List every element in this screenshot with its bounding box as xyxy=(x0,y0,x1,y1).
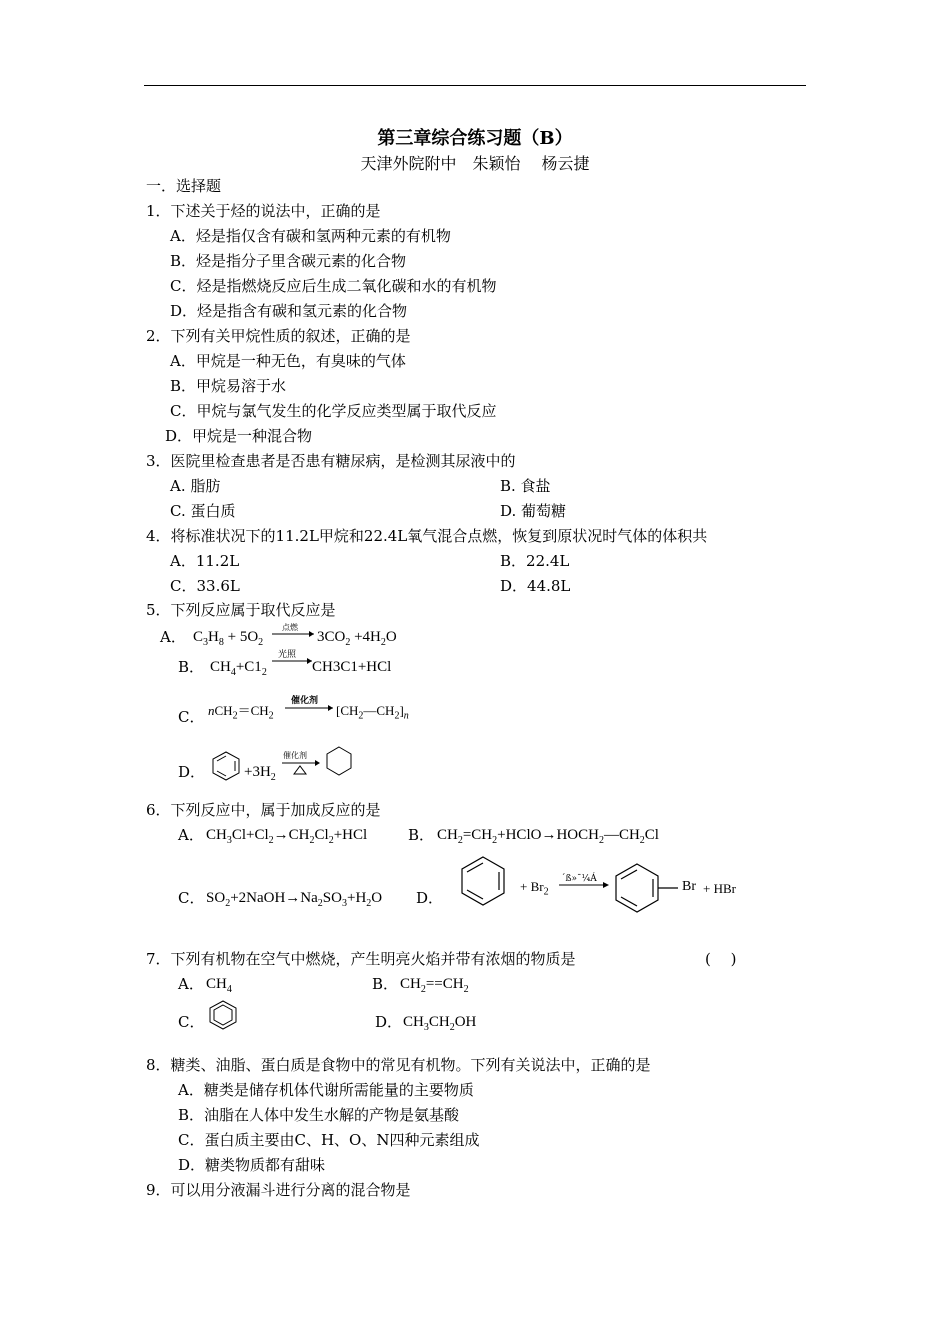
q5-option-a-equation: $C_3H_8 + 5O_2$ xyxy=(193,629,264,648)
q6-option-b-equation: $CH_2=CH_2+HClO\to HOCH_2—CH_2Cl$ xyxy=(437,827,659,846)
q2-option-a: A．甲烷是一种无色，有臭味的气体 xyxy=(170,352,406,370)
q4-stem: 4．将标准状况下的11.2L甲烷和22.4L氧气混合点燃，恢复到原状况时气体的体积共 xyxy=(146,527,708,545)
q1-option-d: D．烃是指含有碳和氢元素的化合物 xyxy=(170,302,408,320)
q3-option-d: D. 葡萄糖 xyxy=(500,502,567,520)
q6-d-condition: ´ß»¯¼Á xyxy=(561,874,597,884)
q5-d-arrow xyxy=(280,750,324,780)
q8-option-d: D．糖类物质都有甜味 xyxy=(178,1156,326,1174)
q7-option-b-label: B． xyxy=(372,975,399,993)
q1-option-b: B．烃是指分子里含碳元素的化合物 xyxy=(170,252,407,270)
q1-option-c: C．烃是指燃烧反应后生成二氧化碳和水的有机物 xyxy=(170,277,497,295)
section-heading: 一．选择题 xyxy=(146,177,222,195)
q6-option-a-equation: $CH_3Cl+Cl_2\to CH_2Cl_2+HCl$ xyxy=(206,827,368,846)
q5-option-d-hydrogen: $+3H_2$ xyxy=(244,764,276,783)
q6-option-d-reagent: + $Br_2$ xyxy=(520,879,549,898)
q7-option-a-label: A． xyxy=(178,975,204,993)
q1-option-a: A．烃是指仅含有碳和氢两种元素的有机物 xyxy=(170,227,451,245)
q5-option-c-label: C． xyxy=(178,708,205,726)
q5-c-condition: 催化剂 xyxy=(291,696,319,706)
q5-a-condition: 点燃 xyxy=(282,623,298,632)
q6-d-arrow xyxy=(557,872,613,890)
cyclohexane-ring-icon xyxy=(325,746,353,776)
q2-option-d: D．甲烷是一种混合物 xyxy=(165,427,313,445)
q6-option-a-label: A． xyxy=(178,826,204,844)
q2-stem: 2．下列有关甲烷性质的叙述，正确的是 xyxy=(146,327,411,345)
q5-option-b-label: B． xyxy=(178,658,205,676)
authors-line: 天津外院附中 朱颖怡 杨云捷 xyxy=(360,154,590,173)
q9-stem: 9．可以用分液漏斗进行分离的混合物是 xyxy=(146,1181,411,1199)
q3-option-a: A. 脂肪 xyxy=(170,477,221,495)
q5-option-b-equation: $CH_4+C1_2$ xyxy=(210,659,267,678)
q4-option-c: C．33.6L xyxy=(170,577,240,595)
header-rule xyxy=(144,85,806,86)
q6-option-d-hbr: + HBr xyxy=(703,881,736,896)
benzene-ring-icon xyxy=(458,855,508,905)
benzene-ring-icon xyxy=(210,750,242,780)
q7-answer-paren: ( ) xyxy=(705,950,737,968)
q4-option-d: D．44.8L xyxy=(500,577,571,595)
q5-b-arrow xyxy=(270,648,318,668)
bromobenzene-ring-icon xyxy=(612,862,682,912)
q6-option-b-label: B． xyxy=(408,826,435,844)
q6-option-c-equation: $SO_2+2NaOH\to Na_2SO_3+H_2O$ xyxy=(206,890,383,909)
q1-stem: 1．下述关于烃的说法中，正确的是 xyxy=(146,202,381,220)
q7-option-d-formula: $CH_3CH_2OH$ xyxy=(403,1014,477,1033)
q7-option-a-formula: $CH_4$ xyxy=(206,976,232,995)
q8-option-b: B．油脂在人体中发生水解的产物是氨基酸 xyxy=(178,1106,460,1124)
q7-option-b-formula: $CH_2==CH_2$ xyxy=(400,976,469,995)
q6-option-d-label: D． xyxy=(416,889,444,907)
benzene-ring-icon xyxy=(208,1000,238,1030)
q5-a-arrow xyxy=(270,622,318,642)
q8-option-a: A．糖类是储存机体代谢所需能量的主要物质 xyxy=(178,1081,474,1099)
q2-option-b: B．甲烷易溶于水 xyxy=(170,377,287,395)
q5-option-a-products: $3CO_2 +4H_2O$ xyxy=(317,629,397,648)
q4-option-b: B．22.4L xyxy=(500,552,570,570)
q5-option-d-label: D． xyxy=(178,763,206,781)
q3-option-b: B. 食盐 xyxy=(500,477,551,495)
q7-option-d-label: D． xyxy=(375,1013,403,1031)
q5-stem: 5．下列反应属于取代反应是 xyxy=(146,601,336,619)
q5-option-b-products: CH3C1+HCl xyxy=(312,659,392,675)
q7-stem: 7．下列有机物在空气中燃烧，产生明亮火焰并带有浓烟的物质是 xyxy=(146,950,576,968)
q3-option-c: C. 蛋白质 xyxy=(170,502,236,520)
q6-option-c-label: C． xyxy=(178,889,205,907)
q5-d-condition: 催化剂 xyxy=(283,751,307,760)
q7-option-c-label: C． xyxy=(178,1013,205,1031)
q8-option-c: C．蛋白质主要由C、H、O、N四种元素组成 xyxy=(178,1131,480,1149)
page-title: 第三章综合练习题（B） xyxy=(377,128,573,149)
q8-stem: 8．糖类、油脂、蛋白质是食物中的常见有机物。下列有关说法中，正确的是 xyxy=(146,1056,651,1074)
q6-stem: 6．下列反应中，属于加成反应的是 xyxy=(146,801,381,819)
q6-option-d-product: Br xyxy=(682,879,696,894)
q5-c-arrow xyxy=(283,694,337,716)
q5-option-c-reactant: $nCH_2=CH_2$ xyxy=(208,703,274,722)
q5-option-a-label: A． xyxy=(160,628,186,646)
q4-option-a: A．11.2L xyxy=(170,552,240,570)
q2-option-c: C．甲烷与氯气发生的化学反应类型属于取代反应 xyxy=(170,402,497,420)
q5-b-condition: 光照 xyxy=(278,650,297,660)
q3-stem: 3．医院里检查患者是否患有糖尿病，是检测其尿液中的 xyxy=(146,452,516,470)
q5-option-c-polymer: $[CH_2—CH_2]_n$ xyxy=(336,703,409,722)
